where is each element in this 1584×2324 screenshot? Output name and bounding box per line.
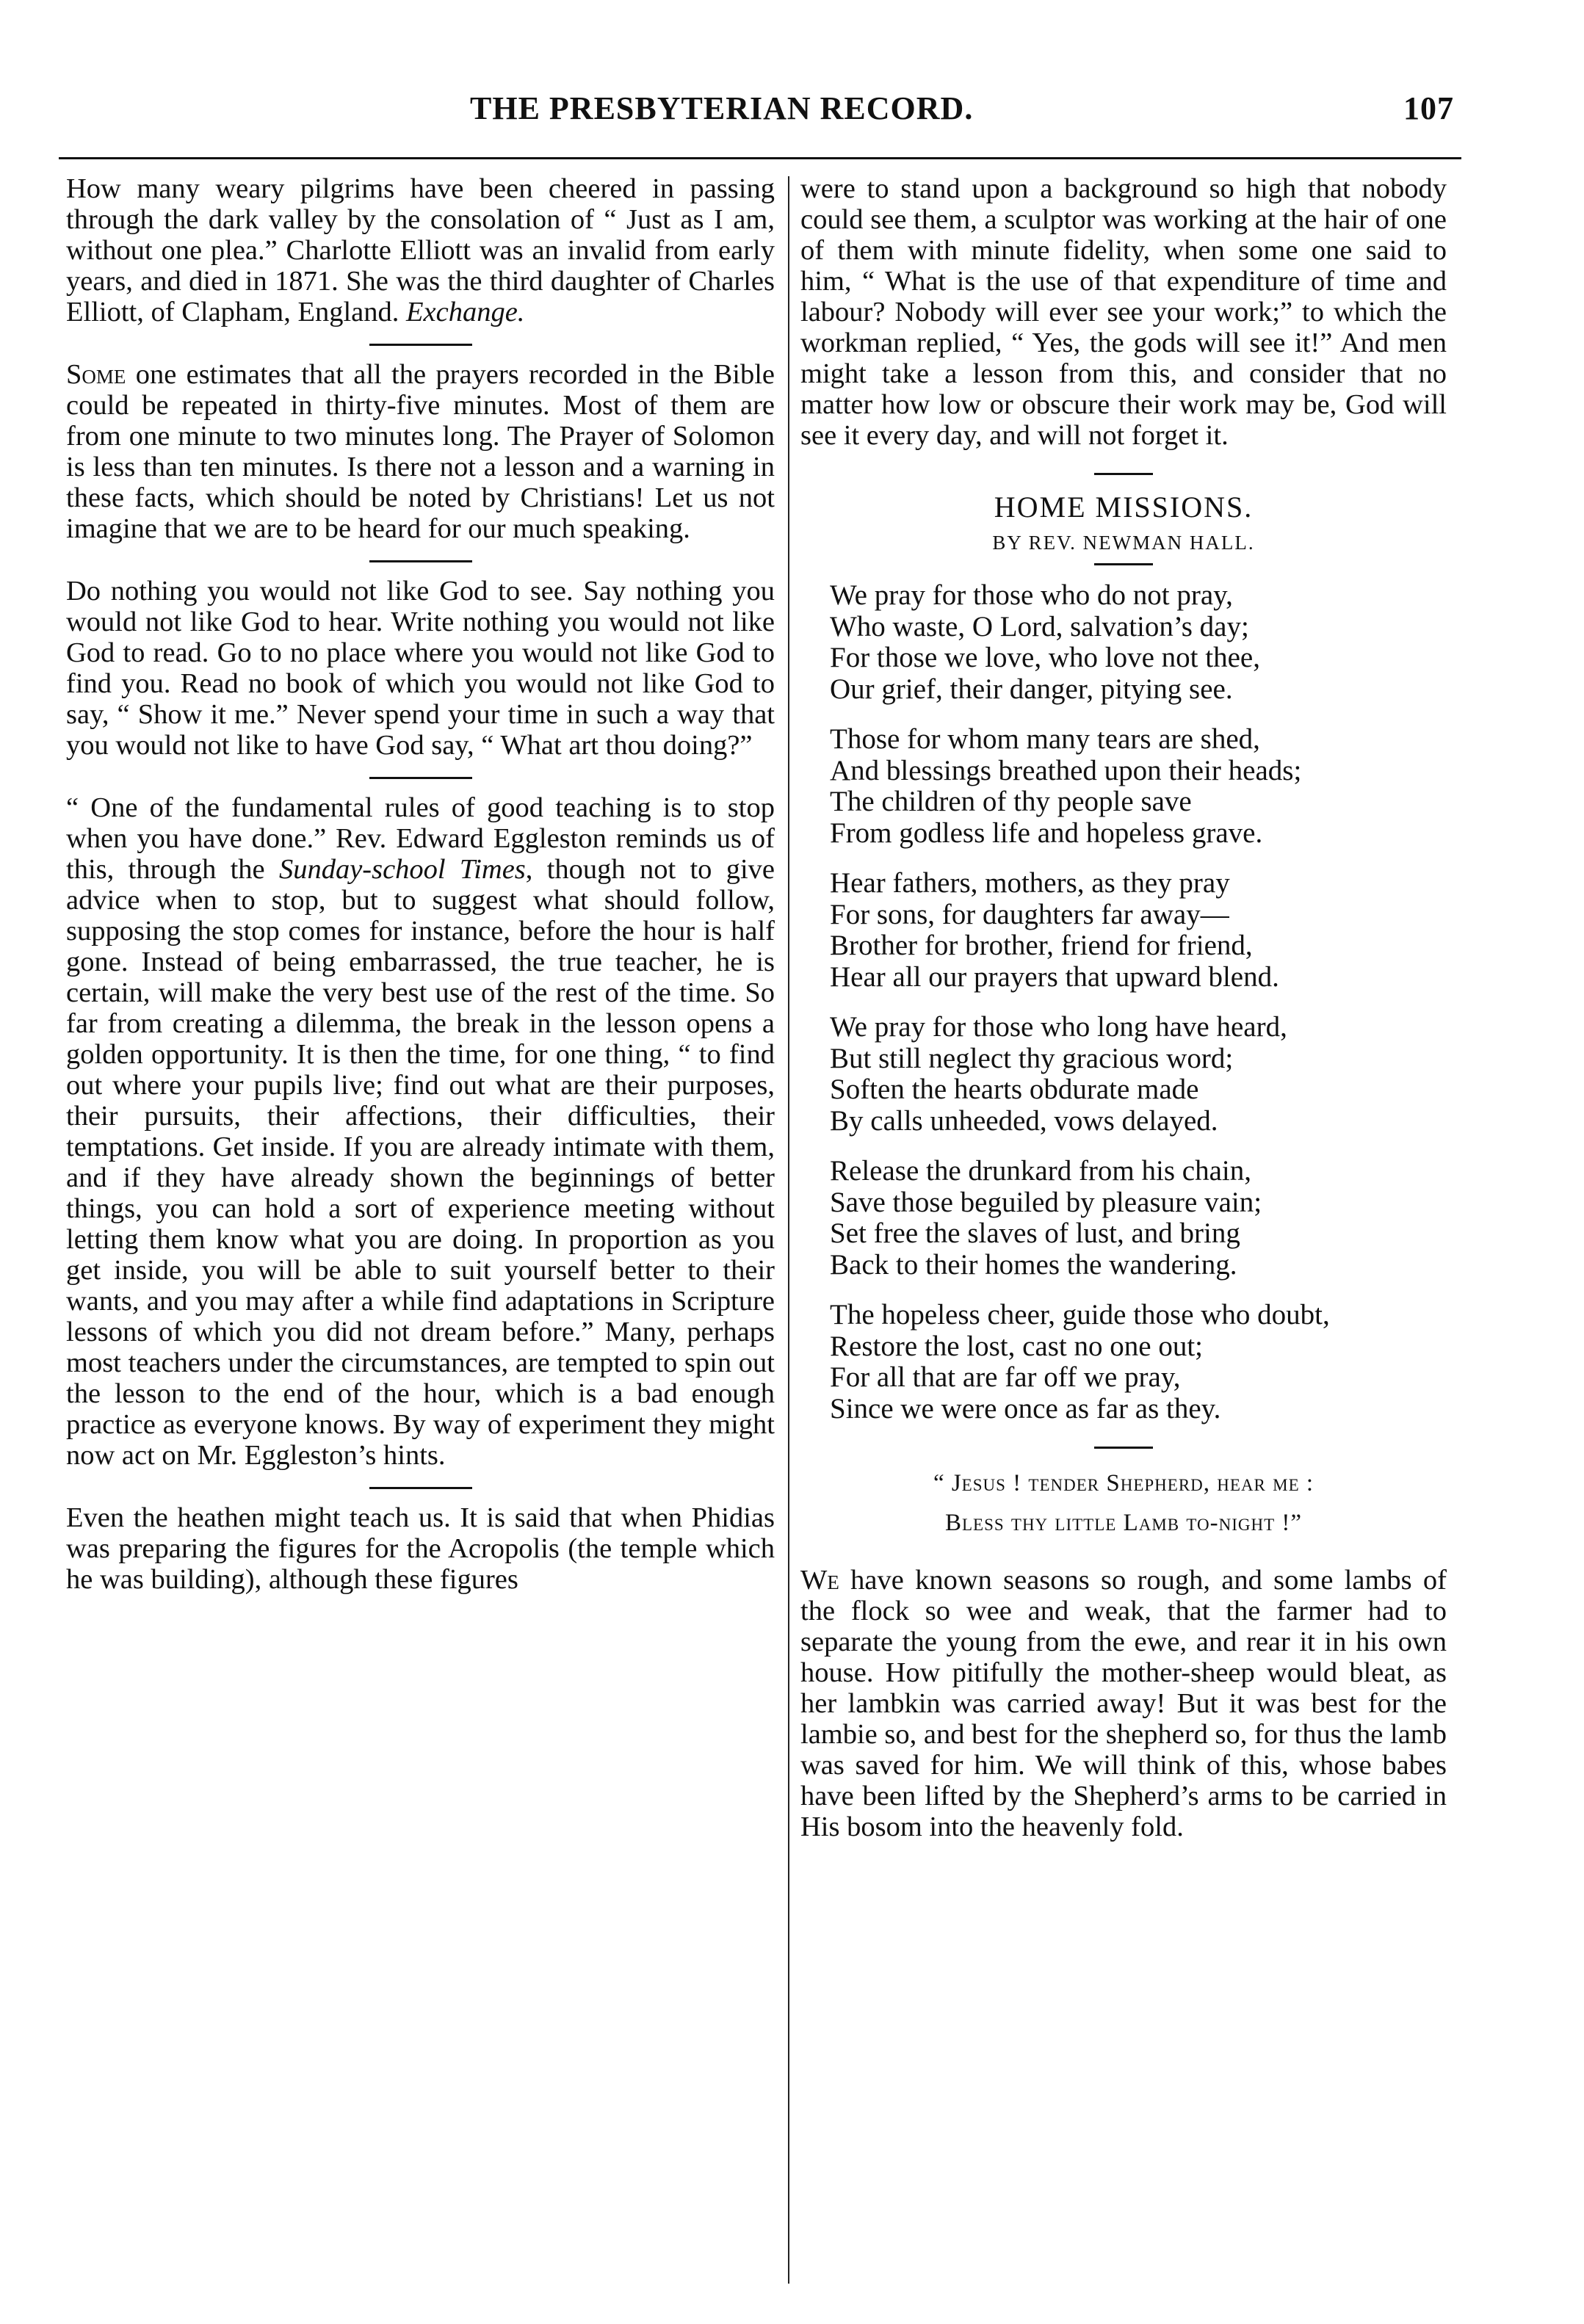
paragraph-prayers (66, 359, 775, 544)
poem-byline: BY REV. NEWMAN HALL. (992, 532, 1255, 554)
verse-line: The children of thy people save (830, 786, 1192, 817)
paragraph-phidias: Even the heathen might teach us. It is said that when Phidias was preparing the figures for the Acropolis (the temple which he was building), although these figures (66, 1502, 775, 1595)
paragraph-do-nothing: Do nothing you would not like God to see. Say nothing you would not like God to hear. Write nothing you would not like God to read. Go to no place where you would not like God to find you. Read no book of which you would not like God to say, “ Show it me.” Never spend your time in such a way that you would not like to have God say, “ What art thou doing?” (66, 576, 775, 761)
verse-line: Set free the slaves of lust, and bring (830, 1217, 1240, 1249)
separator-rule (1094, 1447, 1153, 1449)
verse-line: Since we were once as far as they. (830, 1392, 1221, 1425)
paragraph-text: one estimates that all the prayers recorded in the Bible could be repeated in thirty-five minutes. Most of them are from one minute to two minutes long. The Prayer of Solomon is less than ten minutes. Is there not a lesson and a warning in these facts, which should be noted by Christians! Let us not imagine that we are to be heard for our much speaking. (66, 359, 775, 544)
separator-rule (1094, 473, 1153, 475)
stanza (800, 1012, 1447, 1137)
stanza (800, 724, 1447, 849)
paragraph-charlotte-elliott (66, 173, 775, 327)
column-divider (788, 176, 789, 2284)
separator-rule (369, 560, 472, 562)
poem-title: HOME MISSIONS. (994, 490, 1254, 524)
verse-line: And blessings breathed upon their heads; (830, 754, 1302, 786)
journal-title: THE PRESBYTERIAN RECORD. (470, 90, 974, 126)
verse-line: Our grief, their danger, pitying see. (830, 673, 1233, 705)
verse-line: Release the drunkard from his chain, (830, 1155, 1251, 1187)
verse-line: We pray for those who do not pray, (830, 579, 1233, 611)
verse-line: Hear all our prayers that upward blend. (830, 960, 1279, 993)
lead-word: We (800, 1565, 839, 1596)
verse-line: Those for whom many tears are shed, (830, 723, 1260, 755)
paragraph-teaching (66, 792, 775, 1471)
separator-rule (1094, 563, 1153, 565)
verse-line: Who waste, O Lord, salvation’s day; (830, 610, 1249, 642)
paragraph-text: How many weary pilgrims have been cheered in passing through the dark valley by the consolation of “ Just as I am, without one plea.” Charlotte Elliott was an invalid from early years, and died in 1871. She was the third daughter of Charles Elliott, of Clapham, England. (66, 173, 775, 327)
epigraph-line: Bless thy little Lamb to-night !” (944, 1510, 1303, 1536)
verse-line: Brother for brother, friend for friend, (830, 930, 1253, 961)
right-column (800, 173, 1447, 1842)
poem (800, 580, 1447, 1425)
stanza (800, 580, 1447, 705)
verse-line: For those we love, who love not thee, (830, 642, 1260, 673)
separator-rule (369, 777, 472, 779)
separator-rule (369, 344, 472, 346)
verse-line: We pray for those who long have heard, (830, 1011, 1287, 1043)
epigraph-line: “ Jesus ! tender Shepherd, hear me : (933, 1470, 1314, 1496)
verse-line: For sons, for daughters far away— (830, 898, 1229, 930)
verse-line: For all that are far off we pray, (830, 1361, 1181, 1393)
stanza (800, 868, 1447, 993)
verse-line: By calls unheeded, vows delayed. (830, 1104, 1218, 1137)
verse-line: From godless life and hopeless grave. (830, 817, 1263, 849)
verse-line: But still neglect thy gracious word; (830, 1042, 1234, 1074)
paragraph-lambs (800, 1565, 1447, 1842)
epigraph (800, 1463, 1447, 1543)
stanza (800, 1156, 1447, 1281)
verse-line: Hear fathers, mothers, as they pray (830, 867, 1230, 899)
source-credit: Exchange. (406, 297, 525, 327)
verse-line: Soften the hearts obdurate made (830, 1074, 1199, 1105)
publication-title: Sunday-school Times (278, 854, 526, 885)
header-rule (59, 157, 1461, 159)
paragraph-phidias-continued: were to stand upon a background so high that nobody could see them, a sculptor was working at the hair of one of them with minute fidelity, when some one said to him, “ What is the use of that expenditure of time and labour? Nobody will ever see your work;” to which the workman replied, “ Yes, the gods will see it!” And men might take a lesson from this, and consider that no matter how low or obscure their work may be, God will see it every day, and will not forget it. (800, 173, 1447, 451)
verse-line: Restore the lost, cast no one out; (830, 1330, 1203, 1362)
paragraph-text: have known seasons so rough, and some lambs of the flock so wee and weak, that the farmer had to separate the young from the ewe, and rear it in his own house. How pitifully the mother-sheep would bleat, as her lambkin was carried away! But it was best for the lambie so, and best for the shepherd so, for thus the lamb was saved for him. We will think of this, whose babes have been lifted by the Shepherd’s arms to be carried in His bosom into the heavenly fold. (800, 1565, 1447, 1842)
lead-word: Some (66, 359, 126, 390)
verse-line: Save those beguiled by pleasure vain; (830, 1186, 1262, 1218)
paragraph-text: “ One of the fundamental rules of good teaching is to stop when you have done.” Rev. Edward Eggleston reminds us of this, through the (66, 792, 775, 885)
verse-line: Back to their homes the wandering. (830, 1248, 1237, 1281)
paragraph-text: , though not to give advice when to stop, but to suggest what should follow, supposing the stop comes for instance, before the hour is half gone. Instead of being embarrassed, the true teacher, he is certain, will make the very best use of the rest of the time. So far from creating a dilemma, the break in the lesson opens a golden opportunity. It is then the time, for one thing, “ to find out where your pupils live; find out what are their purposes, their pursuits, their affections, their difficulties, their temptations. Get inside. If you are already intimate with them, and if they have already shown the beginnings of better things, you can hold a sort of experience meeting without letting them know what you are doing. In proportion as you get inside, you will be able to suit yourself better to their wants, and you may after a while find adaptations in Scripture lessons of which you did not dream before.” Many, perhaps most teachers under the circumstances, are tempted to spin out the lesson to the end of the hour, which is a bad enough practice as everyone knows. By way of experiment they might now act on Mr. Eggleston’s hints. (66, 854, 775, 1471)
running-head (411, 90, 1454, 134)
stanza (800, 1300, 1447, 1425)
separator-rule (369, 1487, 472, 1489)
page-number: 107 (1403, 90, 1454, 126)
left-column (66, 173, 775, 1595)
verse-line: The hopeless cheer, guide those who doubt, (830, 1299, 1330, 1331)
